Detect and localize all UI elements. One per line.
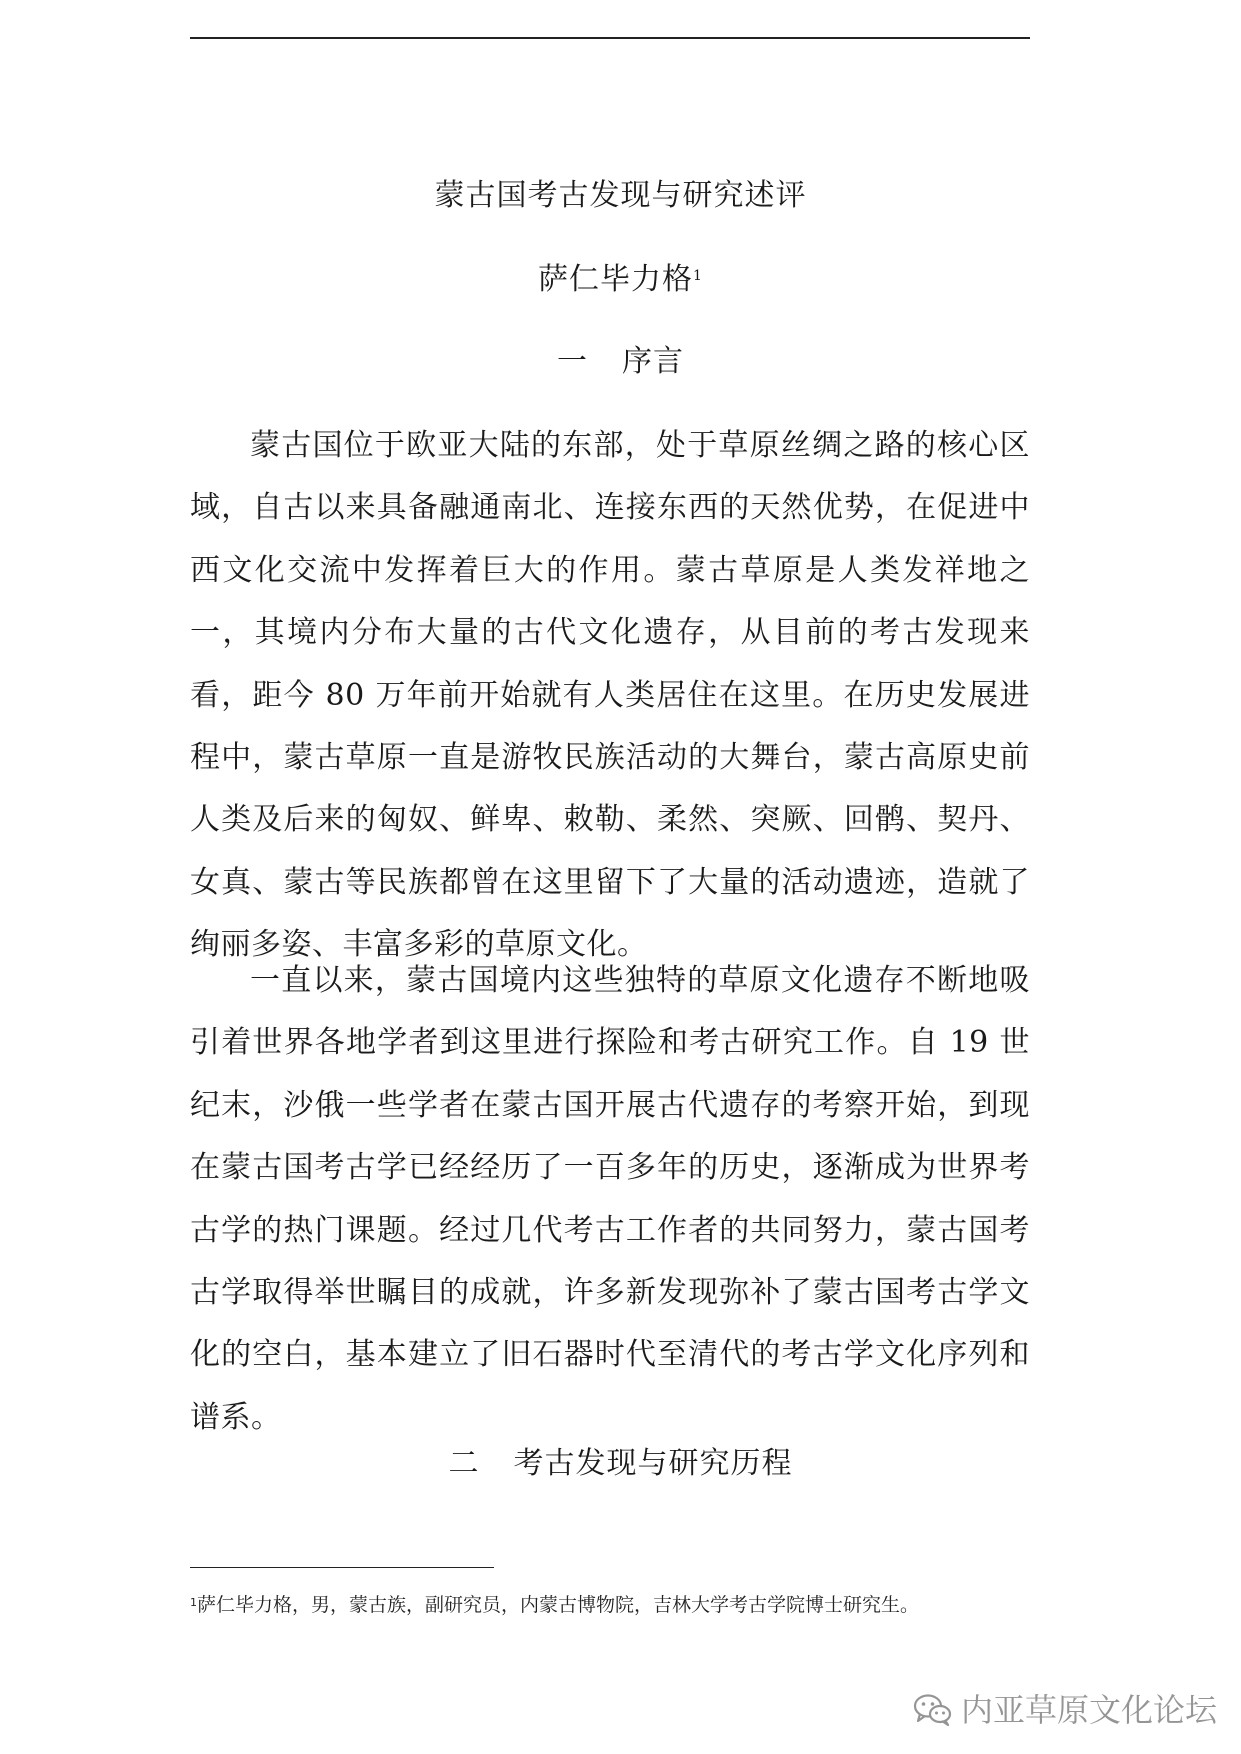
author-name: 萨仁毕力格 [538, 262, 694, 297]
author-footnote-mark: 1 [693, 268, 703, 284]
section-heading-1 [0, 342, 1241, 382]
section-number: 二 [448, 1446, 480, 1481]
watermark [913, 1690, 1217, 1730]
footnote [190, 1592, 919, 1618]
header-rule [190, 37, 1030, 39]
wechat-icon [913, 1693, 953, 1727]
author-line [0, 260, 1241, 300]
section-number: 一 [557, 344, 588, 379]
body-paragraph-1: 蒙古国位于欧亚大陆的东部，处于草原丝绸之路的核心区域，自古以来具备融通南北、连接东西的天然优势，在促进中西文化交流中发挥着巨大的作用。蒙古草原是人类发祥地之一，其境内分布大量的古代文化遗存，从目前的考古发现来看，距今 80 万年前开始就有人类居住在这里。在历史发展进程中，蒙古草原一直是游牧民族活动的大舞台，蒙古高原史前人类及后来的匈奴、鲜卑、敕勒、柔然、突厥、回鹘、契丹、女真、蒙古等民族都曾在这里留下了大量的活动遗迹，造就了绚丽多姿、丰富多彩的草原文化。 [190, 428, 1030, 963]
footnote-rule [190, 1567, 494, 1568]
section-title: 考古发现与研究历程 [513, 1446, 793, 1481]
watermark-text: 内亚草原文化论坛 [960, 1691, 1217, 1729]
footnote-mark: 1 [190, 1596, 197, 1609]
section-heading-2 [0, 1444, 1241, 1484]
body-paragraph-2: 一直以来，蒙古国境内这些独特的草原文化遗存不断地吸引着世界各地学者到这里进行探险和考古研究工作。自 19 世纪末，沙俄一些学者在蒙古国开展古代遗存的考察开始，到现在蒙古国考古学已经经历了一百多年的历史，逐渐成为世界考古学的热门课题。经过几代考古工作者的共同努力，蒙古国考古学取得举世瞩目的成就，许多新发现弥补了蒙古国考古学文化的空白，基本建立了旧石器时代至清代的考古学文化序列和谱系。 [190, 963, 1030, 1435]
paper-title: 蒙古国考古发现与研究述评 [434, 178, 807, 213]
footnote-text: 萨仁毕力格，男，蒙古族，副研究员，内蒙古博物院，吉林大学考古学院博士研究生。 [197, 1594, 920, 1616]
section-title: 序言 [622, 344, 684, 379]
